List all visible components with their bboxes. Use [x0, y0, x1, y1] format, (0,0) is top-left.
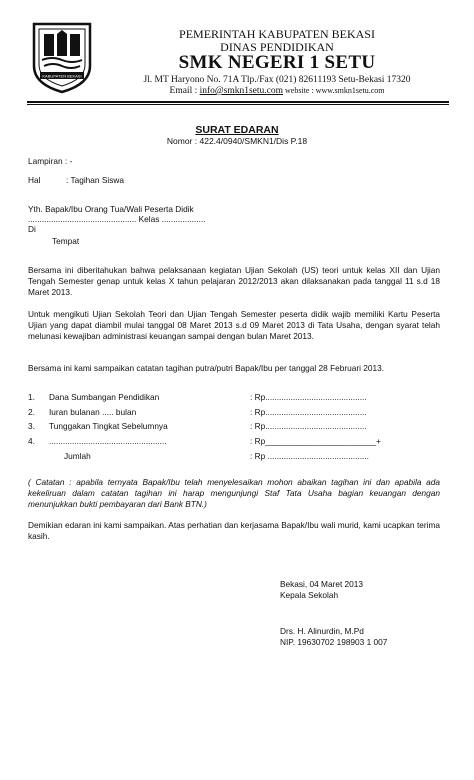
- recipient-line-3: Di: [28, 224, 36, 234]
- signature-position: Kepala Sekolah: [280, 590, 339, 600]
- bill-amount-4: : Rp________________________+: [250, 436, 381, 446]
- letterhead-government: PEMERINTAH KABUPATEN BEKASI: [179, 27, 375, 41]
- letterhead-address: Jl. MT Haryono No. 71A Tlp./Fax (021) 82611193 Setu-Bekasi 17320: [143, 75, 411, 85]
- bill-amount-2: : Rp............................................: [250, 407, 367, 417]
- recipient-line-1: Yth. Bapak/Ibu Orang Tua/Wali Peserta Didik: [28, 204, 194, 214]
- bill-num-3: 3.: [28, 421, 35, 431]
- paragraph-3: Bersama ini kami sampaikan catatan tagihan putra/putri Bapak/Ibu per tanggal 28 Februari 2013.: [28, 363, 385, 373]
- letterhead-contact: [0, 86, 474, 96]
- bill-num-2: 2.: [28, 407, 35, 417]
- bill-amount-1: : Rp............................................: [250, 392, 367, 402]
- total-amount: : Rp ............................................: [250, 451, 369, 461]
- letterhead-department: DINAS PENDIDIKAN: [220, 40, 334, 54]
- bill-amount-3: : Rp............................................: [250, 421, 367, 431]
- email-label: Email :: [169, 86, 200, 96]
- bill-num-1: 1.: [28, 392, 35, 402]
- bill-num-4: 4.: [28, 436, 35, 446]
- website-text: website : www.smkn1setu.com: [283, 86, 385, 95]
- note: ( Catatan : apabila ternyata Bapak/Ibu telah menyelesaikan mohon abaikan tagihan ini dan apabila ada kekeliruan dalam catatan tagihan ini harap mengunjungi Staf Tata Usaha bagian keuangan dengan menunjukkan bukti pembayaran dari Bank BTN.): [28, 477, 440, 510]
- signature-nip: NIP. 19630702 198903 1 007: [280, 637, 388, 647]
- letter-title: [0, 124, 474, 136]
- bill-label-1: Dana Sumbangan Pendidikan: [49, 392, 160, 402]
- signature-place-date: Bekasi, 04 Maret 2013: [280, 579, 364, 589]
- hal-value: : Tagihan Siswa: [66, 175, 124, 185]
- letterhead-school-name: SMK NEGERI 1 SETU: [178, 52, 376, 73]
- bill-label-2: Iuran bulanan ..... bulan: [49, 407, 137, 417]
- signature-name: Drs. H. Alinurdin, M.Pd: [280, 626, 364, 636]
- svg-text:KABUPATEN BEKASI: KABUPATEN BEKASI: [42, 73, 82, 79]
- email-link[interactable]: info@smkn1setu.com: [199, 86, 284, 96]
- paragraph-1: Bersama ini diberitahukan bahwa pelaksanaan kegiatan Ujian Sekolah (US) teori untuk kelas XII dan Ujian Tengah Semester genap untuk kelas X tahun pelajaran 2012/2013 akan dilaksanakan pada tanggal 11 s.d 18 Maret 2013.: [28, 265, 440, 298]
- letterhead-rule-thin: [27, 104, 449, 105]
- recipient-line-2: ............................................... Kelas ...................: [28, 214, 206, 224]
- bill-label-4: ...................................................: [49, 436, 167, 446]
- bill-label-3: Tunggakan Tingkat Sebelumnya: [49, 421, 168, 431]
- total-label: Jumlah: [64, 451, 91, 461]
- letter-title-text: SURAT EDARAN: [195, 124, 279, 136]
- letterhead-rule-thick: [27, 101, 449, 103]
- hal-label: Hal: [28, 175, 41, 185]
- recipient-line-4: Tempat: [52, 236, 80, 246]
- lampiran: Lampiran : -: [28, 156, 73, 166]
- letter-number: Nomor : 422.4/0940/SMKN1/Dis P.18: [166, 136, 308, 146]
- closing-paragraph: Demikian edaran ini kami sampaikan. Atas perhatian dan kerjasama Bapak/Ibu wali murid, kami ucapkan terima kasih.: [28, 520, 440, 542]
- paragraph-2: Untuk mengikuti Ujian Sekolah Teori dan Ujian Tengah Semester peserta didik wajib memiliki Kartu Peserta Ujian yang dapat diambil mulai tanggal 08 Maret 2013 s.d 09 Maret 2013 di Tata Usaha, dengan syarat telah melunasi kewajiban administrasi keuangan sampai dengan bulan Maret 2013.: [28, 309, 440, 342]
